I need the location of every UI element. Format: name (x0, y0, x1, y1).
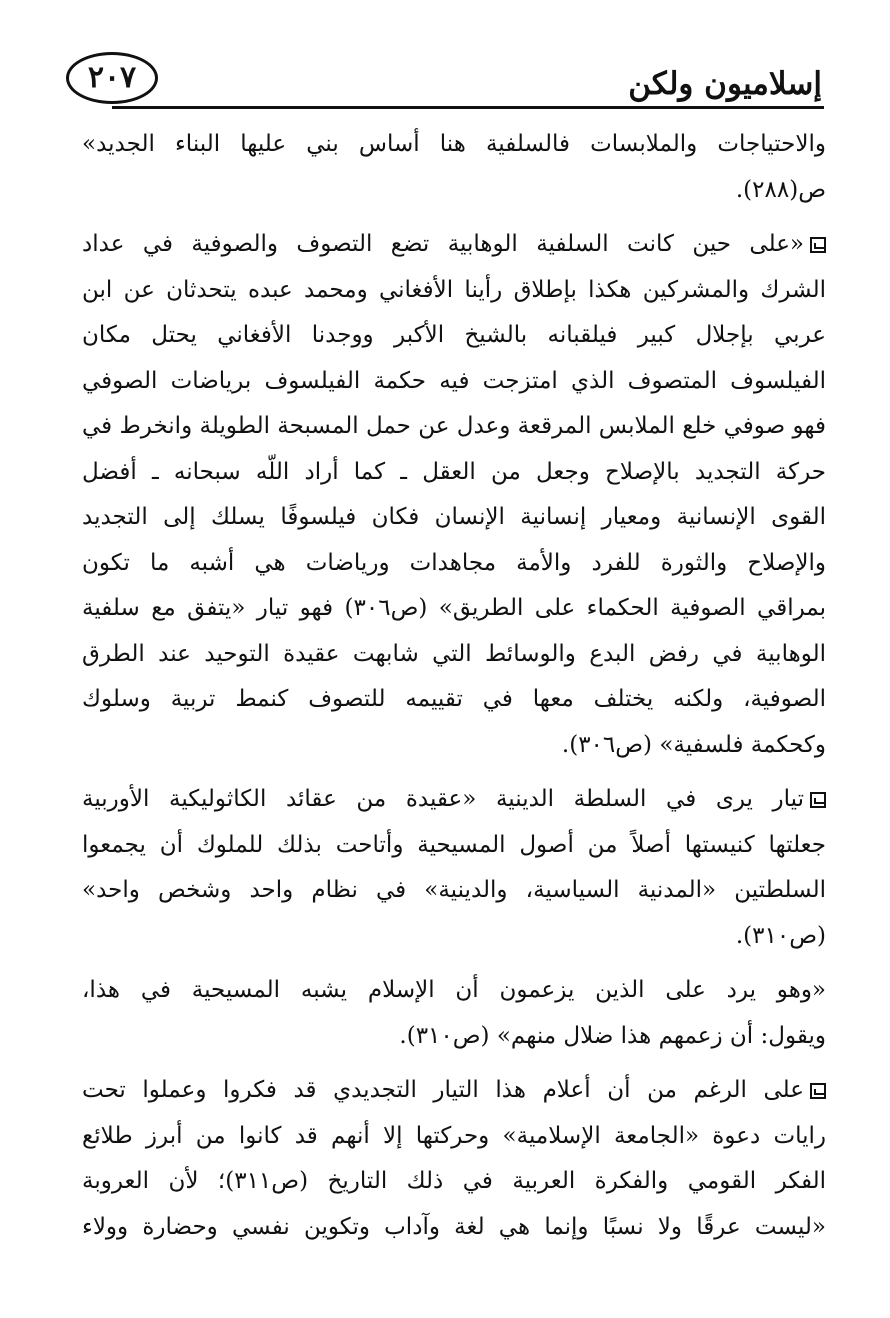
page-number-badge (66, 52, 158, 104)
text-line: الفيلسوف المتصوف الذي امتزجت فيه حكمة الفيلسوف برياضات الصوفي (82, 367, 826, 394)
line-text: على الرغم من أن أعلام هذا التيار التجديدي قد فكروا وعملوا تحت (82, 1077, 804, 1103)
text-line: القوى الإنسانية ومعيار إنسانية الإنسان فكان فيلسوفًا يسلك إلى التجديد (82, 504, 826, 530)
header-rule (112, 106, 824, 109)
text-line: ويقول: أن زعمهم هذا ضلال منهم» (ص٣١٠). (399, 1022, 826, 1049)
text-line: الصوفية، ولكنه يختلف معها في تقييمه للتصوف كنمط تربية وسلوك (82, 686, 826, 712)
text-line (82, 777, 826, 823)
text-line: فهو صوفي خلع الملابس المرقعة وعدل عن حمل المسبحة الطويلة وانخرط في (82, 413, 826, 439)
text-line: (ص٣١٠). (735, 922, 826, 949)
body-text (82, 122, 826, 1250)
line-text: تيار يرى في السلطة الدينية «عقيدة من عقائد الكاثوليكية الأوربية (82, 786, 804, 812)
paragraph-3 (82, 777, 826, 959)
running-title: إسلاميون ولكن (628, 66, 822, 102)
text-line: ص(٢٨٨). (735, 176, 826, 203)
checkbox-bullet-icon (810, 792, 826, 808)
text-line: رايات دعوة «الجامعة الإسلامية» وحركتها إلا أنهم قد كانوا من أبرز طلائع (82, 1122, 826, 1149)
paragraph-2 (82, 222, 826, 768)
text-line: بمراقي الصوفية الحكماء على الطريق» (ص٣٠٦) فهو تيار «يتفق مع سلفية (82, 595, 826, 621)
line-text: «على حين كانت السلفية الوهابية تضع التصوف والصوفية في عداد (82, 231, 804, 257)
text-line: حركة التجديد بالإصلاح وجعل من العقل ـ كما أراد اللّه سبحانه ـ أفضل (82, 458, 826, 485)
text-line: «وهو يرد على الذين يزعمون أن الإسلام يشبه المسيحية في هذا، (82, 977, 826, 1003)
text-line: السلطتين «المدنية السياسية، والدينية» في نظام واحد وشخص واحد» (82, 877, 826, 903)
text-line: وكحكمة فلسفية» (ص٣٠٦). (561, 731, 826, 758)
text-line: الوهابية في رفض البدع والوسائط التي شابهت عقيدة التوحيد عند الطرق (82, 640, 826, 667)
paragraph-1 (82, 122, 826, 213)
page-number: ٢٠٧ (87, 60, 137, 95)
text-line (82, 1068, 826, 1114)
text-line: جعلتها كنيستها أصلاً من أصول المسيحية وأتاحت بذلك للملوك أن يجمعوا (82, 831, 826, 858)
text-line: والإصلاح والثورة للفرد والأمة مجاهدات ورياضات هي أشبه ما تكون (82, 549, 826, 576)
checkbox-bullet-icon (810, 1083, 826, 1099)
text-line: «ليست عرقًا ولا نسبًا وإنما هي لغة وآداب وتكوين نفسي وحضارة وولاء (82, 1213, 826, 1240)
text-line: عربي بإجلال كبير فيلقبانه بالشيخ الأكبر ووجدنا الأفغاني يحتل مكان (82, 322, 826, 348)
text-line: الشرك والمشركين هكذا بإطلاق رأينا الأفغاني ومحمد عبده يتحدثان عن ابن (82, 276, 826, 303)
page-header (64, 52, 824, 116)
paragraph-4 (82, 968, 826, 1059)
text-line: والاحتياجات والملابسات فالسلفية هنا أساس بني عليها البناء الجديد» (82, 131, 826, 157)
text-line (82, 222, 826, 268)
paragraph-5 (82, 1068, 826, 1250)
text-line: الفكر القومي والفكرة العربية في ذلك التاريخ (ص٣١١)؛ لأن العروبة (82, 1168, 826, 1194)
checkbox-bullet-icon (810, 237, 826, 253)
